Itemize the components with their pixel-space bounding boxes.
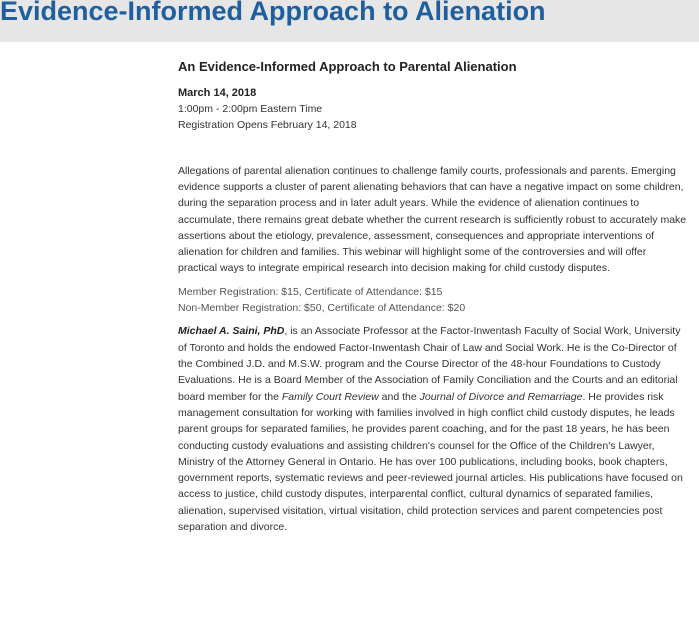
bio-text-part1: , is an Associate Professor at the Factor-Inwentash Faculty of Social Work, University of Toronto and holds the endowed Factor-Inwentash Chair of Law and Social Work. He is the Co-Director of the Combined J.D. and M.S.W. program and the Course Director of the 48-hour Foundations to Custody Evaluations. He is a Board Member of the Association of Family Conciliation and the Courts and an editorial board member for the (178, 325, 681, 403)
registration-opens: Registration Opens February 14, 2018 (178, 119, 357, 131)
pricing-block (178, 284, 688, 316)
member-pricing: Member Registration: $15, Certificate of Attendance: $15 (178, 286, 443, 299)
journal-divorce-remarriage: Journal of Divorce and Remarriage (419, 390, 583, 403)
speaker-name: Michael A. Saini, PhD (178, 325, 285, 338)
banner-title: Evidence-Informed Approach to Alienation (0, 0, 546, 26)
event-date: March 14, 2018 (178, 87, 257, 99)
bio-text-part3: . He provides risk management consultation for working with families involved in high conflict child custody disputes, he leads parent groups for separated families, he provides parent coaching, and for the past 18 years, he has been conducting custody evaluations and assisting children's counsel for the Office of the Children's Lawyer, Ministry of the Attorney General in Ontario. He has over 100 publications, including books, book chapters, government reports, systematic reviews and peer-reviewed journal articles. His publications have focused on access to justice, child custody disputes, interparental conflict, cultural dynamics of separated families, alienation, supervised visitation, virtual visitation, child protection services and parent competencies post separation and divorce. (178, 390, 683, 533)
event-time: 1:00pm - 2:00pm Eastern Time (178, 103, 323, 115)
non-member-pricing: Non-Member Registration: $50, Certificate of Attendance: $20 (178, 302, 466, 315)
speaker-bio (178, 323, 688, 535)
event-content (178, 58, 688, 535)
bio-text-part2: and the (378, 390, 420, 403)
page-banner (0, 0, 699, 42)
event-title: An Evidence-Informed Approach to Parental Alienation (178, 59, 517, 74)
journal-family-court-review: Family Court Review (281, 390, 379, 403)
event-description: Allegations of parental alienation continues to challenge family courts, professionals and parents. Emerging evidence supports a cluster of parent alienating behaviors that can have a negative impact on some children, during the separation process and in later adult years. While the evidence of alienation continues to accumulate, there remains great debate whether the current research is sufficiently robust to accurately make assertions about the etiology, prevalence, assessment, consequences and appropriate interventions of alienation for children and families. This webinar will highlight some of the controversies and will offer practical ways to integrate empirical research into decision making for child custody disputes. (178, 165, 687, 275)
